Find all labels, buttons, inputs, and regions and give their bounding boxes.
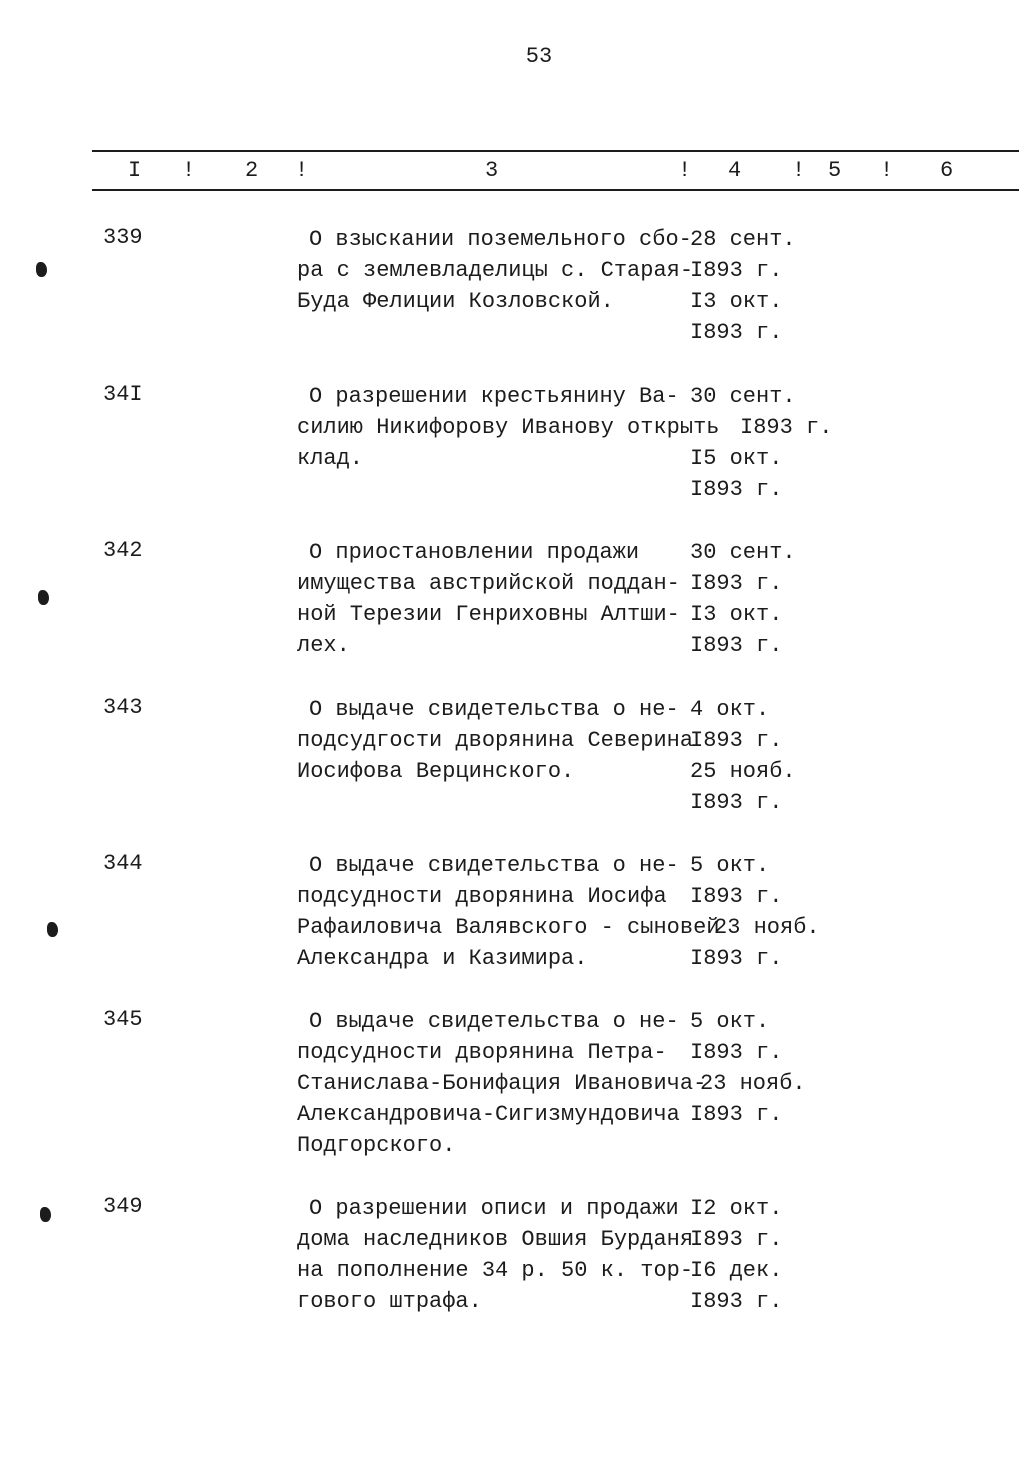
entry-desc-line: клад. bbox=[297, 446, 364, 471]
col-separator-1: ! bbox=[182, 158, 196, 183]
entry-date-line: 5 окт. bbox=[690, 853, 770, 878]
entry-desc-line: О разрешении крестьянину Ва- bbox=[309, 384, 679, 409]
col-header-2: 2 bbox=[245, 158, 259, 183]
entry-desc-line: Рафаиловича Валявского - сыновей bbox=[297, 915, 720, 940]
entry-desc-line: на пополнение 34 р. 50 к. тор- bbox=[297, 1258, 694, 1283]
header-rule-top bbox=[92, 150, 1019, 152]
col-header-4: 4 bbox=[728, 158, 742, 183]
entry-desc-line: Александровича-Сигизмундовича bbox=[297, 1102, 680, 1127]
entry-desc-line: подсудности дворянина Иосифа bbox=[297, 884, 667, 909]
entry-date-line: I893 г. bbox=[690, 320, 783, 345]
entry-desc-line: О выдаче свидетельства о не- bbox=[309, 697, 679, 722]
entry-date-line: 23 нояб. bbox=[700, 1071, 806, 1096]
entry-date-line: 28 сент. bbox=[690, 227, 796, 252]
entry-desc-line: О взыскании поземельного сбо- bbox=[309, 227, 692, 252]
col-header-6: 6 bbox=[940, 158, 954, 183]
entry-desc-line: Буда Фелиции Козловской. bbox=[297, 289, 614, 314]
entry-desc-line: лех. bbox=[297, 633, 350, 658]
entry-date-line: I893 г. bbox=[690, 946, 783, 971]
entry-desc-line: силию Никифорову Иванову открыть bbox=[297, 415, 720, 440]
entry-date-line: I893 г. bbox=[690, 1289, 783, 1314]
entry-date-line: I893 г. bbox=[690, 633, 783, 658]
entry-desc-line: О выдаче свидетельства о не- bbox=[309, 853, 679, 878]
col-separator-5: ! bbox=[880, 158, 894, 183]
entry-date-line: I893 г. bbox=[690, 790, 783, 815]
entry-date-line: I893 г. bbox=[690, 884, 783, 909]
col-separator-3: ! bbox=[678, 158, 692, 183]
col-header-5: 5 bbox=[828, 158, 842, 183]
entry-number: 34I bbox=[103, 382, 143, 407]
entry-date-line: I893 г. bbox=[740, 415, 833, 440]
entry-date-line: 25 нояб. bbox=[690, 759, 796, 784]
binding-mark bbox=[40, 1207, 51, 1222]
entry-date-line: 30 сент. bbox=[690, 540, 796, 565]
entry-date-line: I3 окт. bbox=[690, 289, 783, 314]
entry-date-line: I893 г. bbox=[690, 258, 783, 283]
binding-mark bbox=[36, 262, 47, 277]
col-separator-2: ! bbox=[295, 158, 309, 183]
entry-date-line: 5 окт. bbox=[690, 1009, 770, 1034]
entry-date-line: I893 г. bbox=[690, 477, 783, 502]
entry-date-line: I3 окт. bbox=[690, 602, 783, 627]
entry-date-line: I6 дек. bbox=[690, 1258, 783, 1283]
col-header-3: 3 bbox=[485, 158, 499, 183]
entry-number: 342 bbox=[103, 538, 143, 563]
entry-number: 349 bbox=[103, 1194, 143, 1219]
entry-desc-line: гового штрафа. bbox=[297, 1289, 482, 1314]
entry-desc-line: Александра и Казимира. bbox=[297, 946, 588, 971]
page-number: 53 bbox=[525, 44, 553, 69]
col-header-1: I bbox=[128, 158, 142, 183]
entry-date-line: I5 окт. bbox=[690, 446, 783, 471]
entry-number: 343 bbox=[103, 695, 143, 720]
binding-mark bbox=[47, 922, 58, 937]
entry-desc-line: дома наследников Овшия Бурданя bbox=[297, 1227, 694, 1252]
entry-date-line: I893 г. bbox=[690, 1102, 783, 1127]
entry-desc-line: Подгорского. bbox=[297, 1133, 456, 1158]
entry-number: 345 bbox=[103, 1007, 143, 1032]
entry-desc-line: ной Терезии Генриховны Алтши- bbox=[297, 602, 680, 627]
entry-date-line: 23 нояб. bbox=[714, 915, 820, 940]
entry-date-line: 4 окт. bbox=[690, 697, 770, 722]
entry-desc-line: подсудности дворянина Петра- bbox=[297, 1040, 667, 1065]
entry-date-line: 30 сент. bbox=[690, 384, 796, 409]
entry-number: 339 bbox=[103, 225, 143, 250]
entry-date-line: I893 г. bbox=[690, 1040, 783, 1065]
header-rule-bottom bbox=[92, 189, 1019, 191]
entry-desc-line: подсудгости дворянина Северина bbox=[297, 728, 694, 753]
col-separator-4: ! bbox=[792, 158, 806, 183]
entry-desc-line: Станислава-Бонифация Ивановича- bbox=[297, 1071, 707, 1096]
binding-mark bbox=[38, 590, 49, 605]
entry-date-line: I893 г. bbox=[690, 728, 783, 753]
entry-desc-line: О приостановлении продажи bbox=[309, 540, 640, 565]
entry-desc-line: О выдаче свидетельства о не- bbox=[309, 1009, 679, 1034]
entry-number: 344 bbox=[103, 851, 143, 876]
entry-desc-line: ра с землевладелицы с. Старая- bbox=[297, 258, 694, 283]
entry-date-line: I893 г. bbox=[690, 1227, 783, 1252]
entry-desc-line: О разрешении описи и продажи bbox=[309, 1196, 679, 1221]
entry-desc-line: имущества австрийской поддан- bbox=[297, 571, 680, 596]
entry-date-line: I893 г. bbox=[690, 571, 783, 596]
entry-date-line: I2 окт. bbox=[690, 1196, 783, 1221]
entry-desc-line: Иосифова Верцинского. bbox=[297, 759, 575, 784]
